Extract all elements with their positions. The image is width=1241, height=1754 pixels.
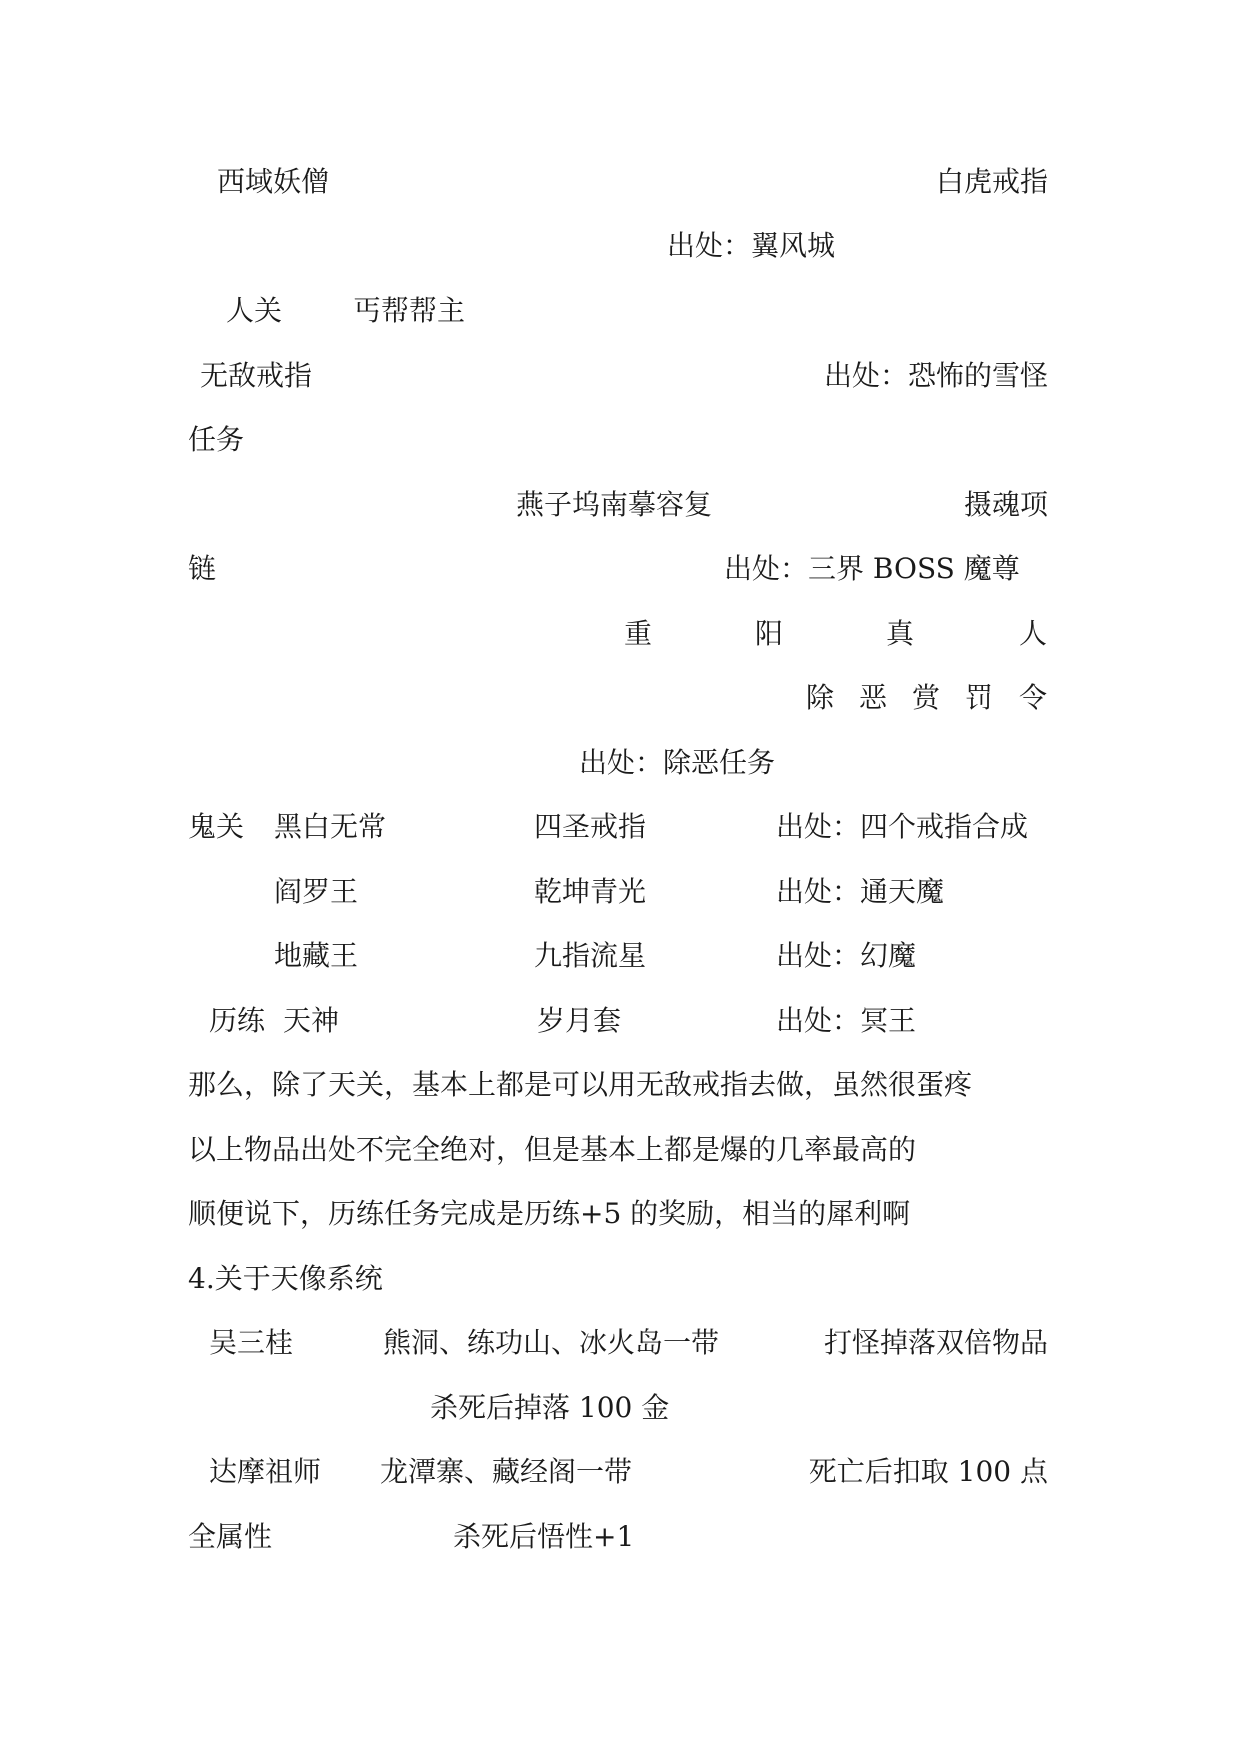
boss-char-1: 重 <box>624 617 653 650</box>
boss-murong-fu: 燕子坞南摹容复 <box>516 488 713 521</box>
tx-kill-1: 杀死后掉落 100 金 <box>430 1391 670 1424</box>
table-source-3: 出处：幻魔 <box>776 939 917 972</box>
table-item-4: 岁月套 <box>537 1004 622 1037</box>
item-shehun-necklace-cont: 链 <box>188 552 217 585</box>
item-char-5: 令 <box>1019 681 1048 714</box>
tx-kill-2: 杀死后悟性+1 <box>453 1520 635 1553</box>
item-shehun-necklace-part: 摄魂项 <box>963 488 1048 521</box>
table-item-2: 乾坤青光 <box>534 875 647 908</box>
tx-name-1: 吴三桂 <box>209 1326 294 1359</box>
boss-char-4: 人 <box>1019 617 1048 650</box>
table-boss-1: 黑白无常 <box>274 810 387 843</box>
boss-name-xiyu-yaoseng: 西域妖僧 <box>217 165 330 198</box>
table-source-1: 出处：四个戒指合成 <box>776 810 1029 843</box>
table-boss-4: 天神 <box>283 1004 340 1037</box>
item-char-1: 除 <box>806 681 835 714</box>
paragraph-1: 那么，除了天关，基本上都是可以用无敌戒指去做，虽然很蛋疼 <box>188 1068 973 1101</box>
item-char-4: 罚 <box>965 681 994 714</box>
table-boss-2: 阎罗王 <box>274 875 359 908</box>
table-item-1: 四圣戒指 <box>534 810 647 843</box>
paragraph-3: 顺便说下，历练任务完成是历练+5 的奖励，相当的犀利啊 <box>188 1197 911 1230</box>
boss-gaibang-leader: 丐帮帮主 <box>353 294 466 327</box>
table-gate-1: 鬼关 <box>188 810 245 843</box>
table-item-3: 九指流星 <box>534 939 647 972</box>
boss-char-2: 阳 <box>755 617 784 650</box>
source-sanjie-boss: 出处：三界 BOSS 魔尊 <box>724 552 1020 585</box>
boss-char-3: 真 <box>886 617 915 650</box>
tx-name-2: 达摩祖师 <box>209 1455 322 1488</box>
tx-effect-1: 打怪掉落双倍物品 <box>823 1326 1048 1359</box>
source-yifengcheng: 出处：翼风城 <box>667 229 836 262</box>
table-source-4: 出处：冥王 <box>776 1004 917 1037</box>
tx-area-1: 熊洞、练功山、冰火岛一带 <box>383 1326 720 1359</box>
table-gate-4: 历练 <box>209 1004 266 1037</box>
paragraph-2: 以上物品出处不完全绝对，但是基本上都是爆的几率最高的 <box>188 1133 917 1166</box>
gate-ren: 人关 <box>226 294 283 327</box>
tx-effect-2: 死亡后扣取 100 点 <box>808 1455 1048 1488</box>
source-snow-monster: 出处：恐怖的雪怪 <box>823 359 1048 392</box>
table-boss-3: 地藏王 <box>274 939 359 972</box>
word-task: 任务 <box>188 423 245 456</box>
table-source-2: 出处：通天魔 <box>776 875 945 908</box>
item-baihu-ring: 白虎戒指 <box>935 165 1048 198</box>
tx-area-2: 龙潭寨、藏经阁一带 <box>380 1455 633 1488</box>
item-wudi-ring: 无敌戒指 <box>200 359 313 392</box>
item-char-2: 恶 <box>859 681 888 714</box>
tx-effect-2-cont: 全属性 <box>188 1520 273 1553</box>
source-chue-task: 出处：除恶任务 <box>579 746 776 779</box>
item-char-3: 赏 <box>912 681 941 714</box>
section-heading: 4.关于天像系统 <box>188 1262 383 1295</box>
